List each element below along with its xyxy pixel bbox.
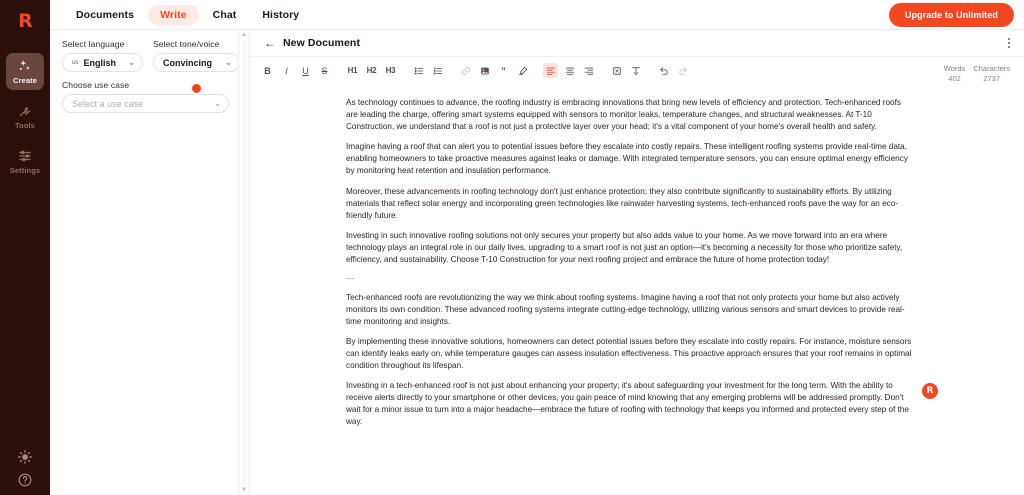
strikethrough-button[interactable]: S: [321, 65, 328, 76]
rail-item-create[interactable]: [6, 53, 44, 90]
underline-button[interactable]: U: [302, 65, 309, 76]
select-tone-field: [153, 39, 240, 72]
left-rail: [0, 0, 50, 495]
rail-bottom-actions: [0, 450, 50, 487]
select-language-field: [62, 39, 143, 72]
rail-item-label: Create: [13, 76, 37, 85]
italic-button[interactable]: I: [285, 65, 288, 76]
chevron-down-icon: ⌄: [128, 57, 135, 67]
numbered-list-button[interactable]: [430, 63, 445, 78]
words-counter: [944, 64, 966, 84]
highlighter-pen-icon[interactable]: [515, 63, 530, 78]
sparkles-icon: [18, 59, 32, 73]
editor-toolbar: [258, 63, 692, 78]
tab-chat[interactable]: Chat: [212, 8, 237, 21]
paragraph: Tech-enhanced roofs are revolutionizing the way we think about roofing systems. Imagine having a roof that not only protects your home but also actively monitors its own condition. These advanced roofing systems integrate cutting-edge technology, utilizing various sensors and smart devices to provide real-time monitoring and insights.: [346, 292, 905, 326]
back-arrow-icon[interactable]: ←: [264, 36, 276, 50]
main-column: [50, 0, 1024, 495]
document-content[interactable]: [250, 91, 1024, 428]
clear-format-button[interactable]: [609, 63, 624, 78]
scrollbar-track: [244, 40, 245, 485]
heading-1-button[interactable]: H1: [347, 66, 358, 75]
notification-dot-badge: [190, 82, 203, 95]
chevron-down-icon: ⌄: [214, 98, 221, 108]
select-tone-label: Select tone/voice: [153, 39, 220, 49]
language-tone-row: [62, 39, 239, 80]
language-select-value: English: [83, 57, 116, 68]
paragraph: Investing in a tech-enhanced roof is not just about enhancing your property; it's about safeguarding your investment for the long term. With the ability to receive alerts directly to your smartphone or other devices, you gain peace of mind knowing that any emerging problems will be addressed promptly. Don't wait for a minor issue to turn into a major headache—embrace the future of roofing with technology that keeps you informed and protected every step of the way.: [346, 380, 909, 427]
theme-sun-icon[interactable]: [18, 450, 32, 464]
rail-item-settings[interactable]: [6, 143, 44, 180]
nav-tabs: [64, 5, 311, 25]
characters-value: 2737: [983, 74, 1000, 84]
paragraph: Imagine having a roof that can alert you to potential issues before they escalate into costly repairs. These intelligent roofing systems provide real-time data, enabling homeowners to take proactive measures against leaks or damage. With integrated temperature sensors, you can ensure optimal energy efficiency by monitoring heat retention and insulation performance.: [346, 142, 908, 176]
rail-item-label: Settings: [9, 166, 41, 175]
editor-toolbar-wrap: [250, 57, 1024, 89]
assistant-floating-button[interactable]: R: [922, 383, 938, 399]
bold-button[interactable]: B: [264, 65, 271, 76]
section-divider: —: [346, 273, 355, 283]
use-case-select[interactable]: [62, 94, 229, 113]
paragraph: By implementing these innovative solutions, homeowners can detect potential issues before they escalate into costly repairs. For instance, moisture sensors can identify leaks early on, while temperature gauges can assess insulation effectiveness. This proactive approach ensures that your roof remains in optimal condition throughout its lifespan.: [346, 336, 912, 370]
paragraph: Moreover, these advancements in roofing technology don't just enhance protection; they also contribute significantly to sustainability efforts. By utilizing materials that reflect solar energy and incorporating green technologies like rainwater harvesting systems, tech-enhanced roofs pave the way for an eco-friendly future.: [346, 186, 899, 220]
align-right-button[interactable]: [581, 63, 596, 78]
words-label: Words: [943, 64, 966, 73]
use-case-label: Choose use case: [62, 80, 130, 90]
more-options-icon[interactable]: [1004, 35, 1014, 51]
paragraph: Investing in such innovative roofing solutions not only secures your property but also adds value to your home. As we move forward into an era where technology plays an integral role in our daily lives, upgrading to a smart roof is not just an option—it's becoming a necessity for those who prioritize safety, efficiency, and sustainability. Choose T-10 Construction for your next roofing project and embrace the future of home protection today!: [346, 230, 903, 264]
document-header: [250, 30, 1024, 57]
document-counters: [944, 63, 1014, 84]
undo-button[interactable]: [656, 63, 671, 78]
blockquote-button[interactable]: ”: [501, 65, 506, 76]
tab-write[interactable]: Write: [148, 5, 199, 25]
rail-item-label: Tools: [15, 121, 35, 130]
align-left-button[interactable]: [543, 63, 558, 78]
text-color-button[interactable]: [628, 63, 643, 78]
bulleted-list-button[interactable]: [411, 63, 426, 78]
use-case-field: [62, 80, 239, 113]
align-center-button[interactable]: [562, 63, 577, 78]
generation-options-panel: [50, 30, 250, 495]
tone-select[interactable]: [153, 53, 240, 72]
sliders-icon: [18, 149, 32, 163]
document-title[interactable]: New Document: [283, 37, 361, 49]
scroll-up-arrow-icon[interactable]: ▲: [241, 32, 247, 38]
tone-select-value: Convincing: [163, 57, 212, 68]
image-button[interactable]: [477, 63, 492, 78]
scroll-down-arrow-icon[interactable]: ▼: [241, 487, 247, 493]
heading-3-button[interactable]: H3: [385, 66, 396, 75]
document-editor: [250, 30, 1024, 495]
workspace-split: [50, 30, 1024, 495]
use-case-placeholder: Select a use case: [72, 98, 144, 109]
app-logo: R: [18, 10, 32, 32]
language-select[interactable]: [62, 53, 143, 72]
characters-counter: [973, 64, 1010, 84]
upgrade-to-unlimited-button[interactable]: Upgrade to Unlimited: [889, 3, 1014, 27]
link-button[interactable]: [458, 63, 473, 78]
chevron-down-icon: ⌄: [225, 57, 232, 67]
paragraph: As technology continues to advance, the roofing industry is embracing innovations that bring new levels of efficiency and protection. Tech-enhanced roofs are leading the charge, offering smart systems equipped with sensors to monitor leaks, temperature changes, and structural weaknesses. At T-10 Construction, we understand that a roof is not just a protective layer over your head; it's a vital component of your home's overall health and safety.: [346, 98, 901, 132]
document-scroll-area[interactable]: [250, 89, 1024, 495]
rail-item-tools[interactable]: [6, 98, 44, 135]
characters-label: Characters: [973, 64, 1010, 73]
panel-scrollbar[interactable]: [238, 30, 249, 495]
words-value: 402: [948, 74, 961, 84]
heading-2-button[interactable]: H2: [366, 66, 377, 75]
wrench-icon: [18, 104, 32, 118]
help-question-icon[interactable]: [18, 473, 32, 487]
redo-button[interactable]: [675, 63, 690, 78]
select-language-label: Select language: [62, 39, 125, 49]
top-navigation-bar: [50, 0, 1024, 30]
tab-history[interactable]: History: [262, 8, 300, 21]
us-flag-icon: us: [72, 59, 79, 66]
tab-documents[interactable]: Documents: [76, 8, 135, 21]
